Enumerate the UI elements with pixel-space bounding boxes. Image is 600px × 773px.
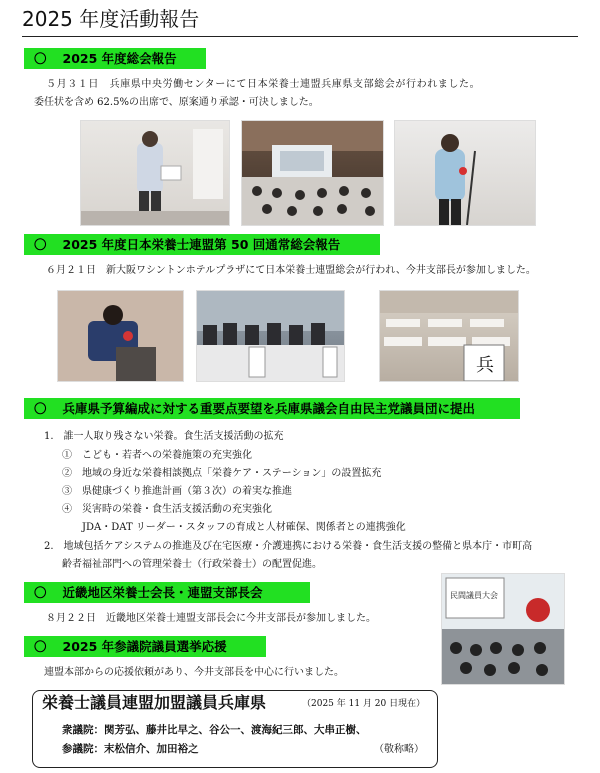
s3-sub3: ③ 県健康づくり推進計画（第３次）の着実な推進 <box>62 486 292 497</box>
s1-line1: ５月３１日 兵庫県中央労働センターにて日本栄養士連盟兵庫県支部総会が行われました。 <box>46 79 481 90</box>
members-date: （2025 年 11 月 20 日現在） <box>302 699 426 709</box>
section-heading-text: 近畿地区栄養士会長・連盟支部長会 <box>62 585 263 600</box>
hyogo-sign-text: 兵 <box>476 355 494 376</box>
section-heading-national-meeting <box>24 234 380 255</box>
members-title: 栄養士議員連盟加盟議員兵庫県 <box>42 693 267 712</box>
section-heading-general-meeting <box>24 48 206 69</box>
section-heading-text: 2025 年度総会報告 <box>62 51 177 66</box>
photo-speaker-podium <box>80 120 230 226</box>
s4-line1: ８月２２日 近畿地区栄養士連盟支部長会に今井支部長が参加しました。 <box>46 613 376 624</box>
section-heading-text: 2025 年参議院議員選挙応援 <box>62 639 227 654</box>
page-title: 2025 年度活動報告 <box>22 7 200 31</box>
members-honorific: （敬称略） <box>374 744 424 755</box>
circle-marker: 〇 <box>34 585 47 600</box>
section-heading-budget-request <box>24 398 520 419</box>
photo-conference-hall <box>379 290 519 382</box>
rally-banner-text: 民間議員大会 <box>450 591 498 600</box>
members-sangiin: 参議院：末松信介、加田裕之 <box>62 743 199 755</box>
s1-line2: 委任状を含め 62.5%の出席で、原案通り承認・可決しました。 <box>34 97 319 108</box>
s3-item2a: 2. 地域包括ケアシステムの推進及び在宅医療・介護連携における栄養・食生活支援の整備と県本庁・市町高 <box>44 541 533 552</box>
section-heading-kinki-meeting <box>24 582 310 603</box>
section-heading-text: 2025 年度日本栄養士連盟第 50 回通常総会報告 <box>62 237 341 252</box>
photo-woman-podium <box>57 290 184 382</box>
s3-sub1: ① こども・若者への栄養施策の充実強化 <box>62 450 252 461</box>
section-heading-election-support <box>24 636 266 657</box>
s3-item2b: 齢者福祉部門への管理栄養士（行政栄養士）の配置促進。 <box>62 559 322 570</box>
s5-line1: 連盟本部からの応援依頼があり、今井支部長を中心に行いました。 <box>44 667 344 678</box>
s3-sub2: ② 地域の身近な栄養相談拠点「栄養ケア・ステーション」の設置拡充 <box>62 468 382 479</box>
members-shugiin: 衆議院：関芳弘、藤井比早之、谷公一、渡海紀三郎、大串正樹、 <box>62 724 367 736</box>
photo-election-rally <box>441 573 565 685</box>
photo-meeting-hall <box>241 120 384 226</box>
circle-marker: 〇 <box>34 237 47 252</box>
section-heading-text: 兵庫県予算編成に対する重要点要望を兵庫県議会自由民主党議員団に提出 <box>62 401 476 416</box>
circle-marker: 〇 <box>34 51 47 66</box>
circle-marker: 〇 <box>34 401 47 416</box>
s3-item1: 1. 誰一人取り残さない栄養。食生活支援活動の拡充 <box>44 431 284 442</box>
s3-sub4: ④ 災害時の栄養・食生活支援活動の充実強化 <box>62 504 272 515</box>
photo-panel-table <box>196 290 345 382</box>
circle-marker: 〇 <box>34 639 47 654</box>
s2-line1: ６月２１日 新大阪ワシントンホテルプラザにて日本栄養士連盟総会が行われ、今井支部長が参加しました。 <box>46 265 536 276</box>
photo-speaker-microphone <box>394 120 536 226</box>
title-divider <box>22 36 578 37</box>
s3-sub4b: JDA・DAT リーダー・スタッフの育成と人材確保、関係者との連携強化 <box>82 522 406 533</box>
